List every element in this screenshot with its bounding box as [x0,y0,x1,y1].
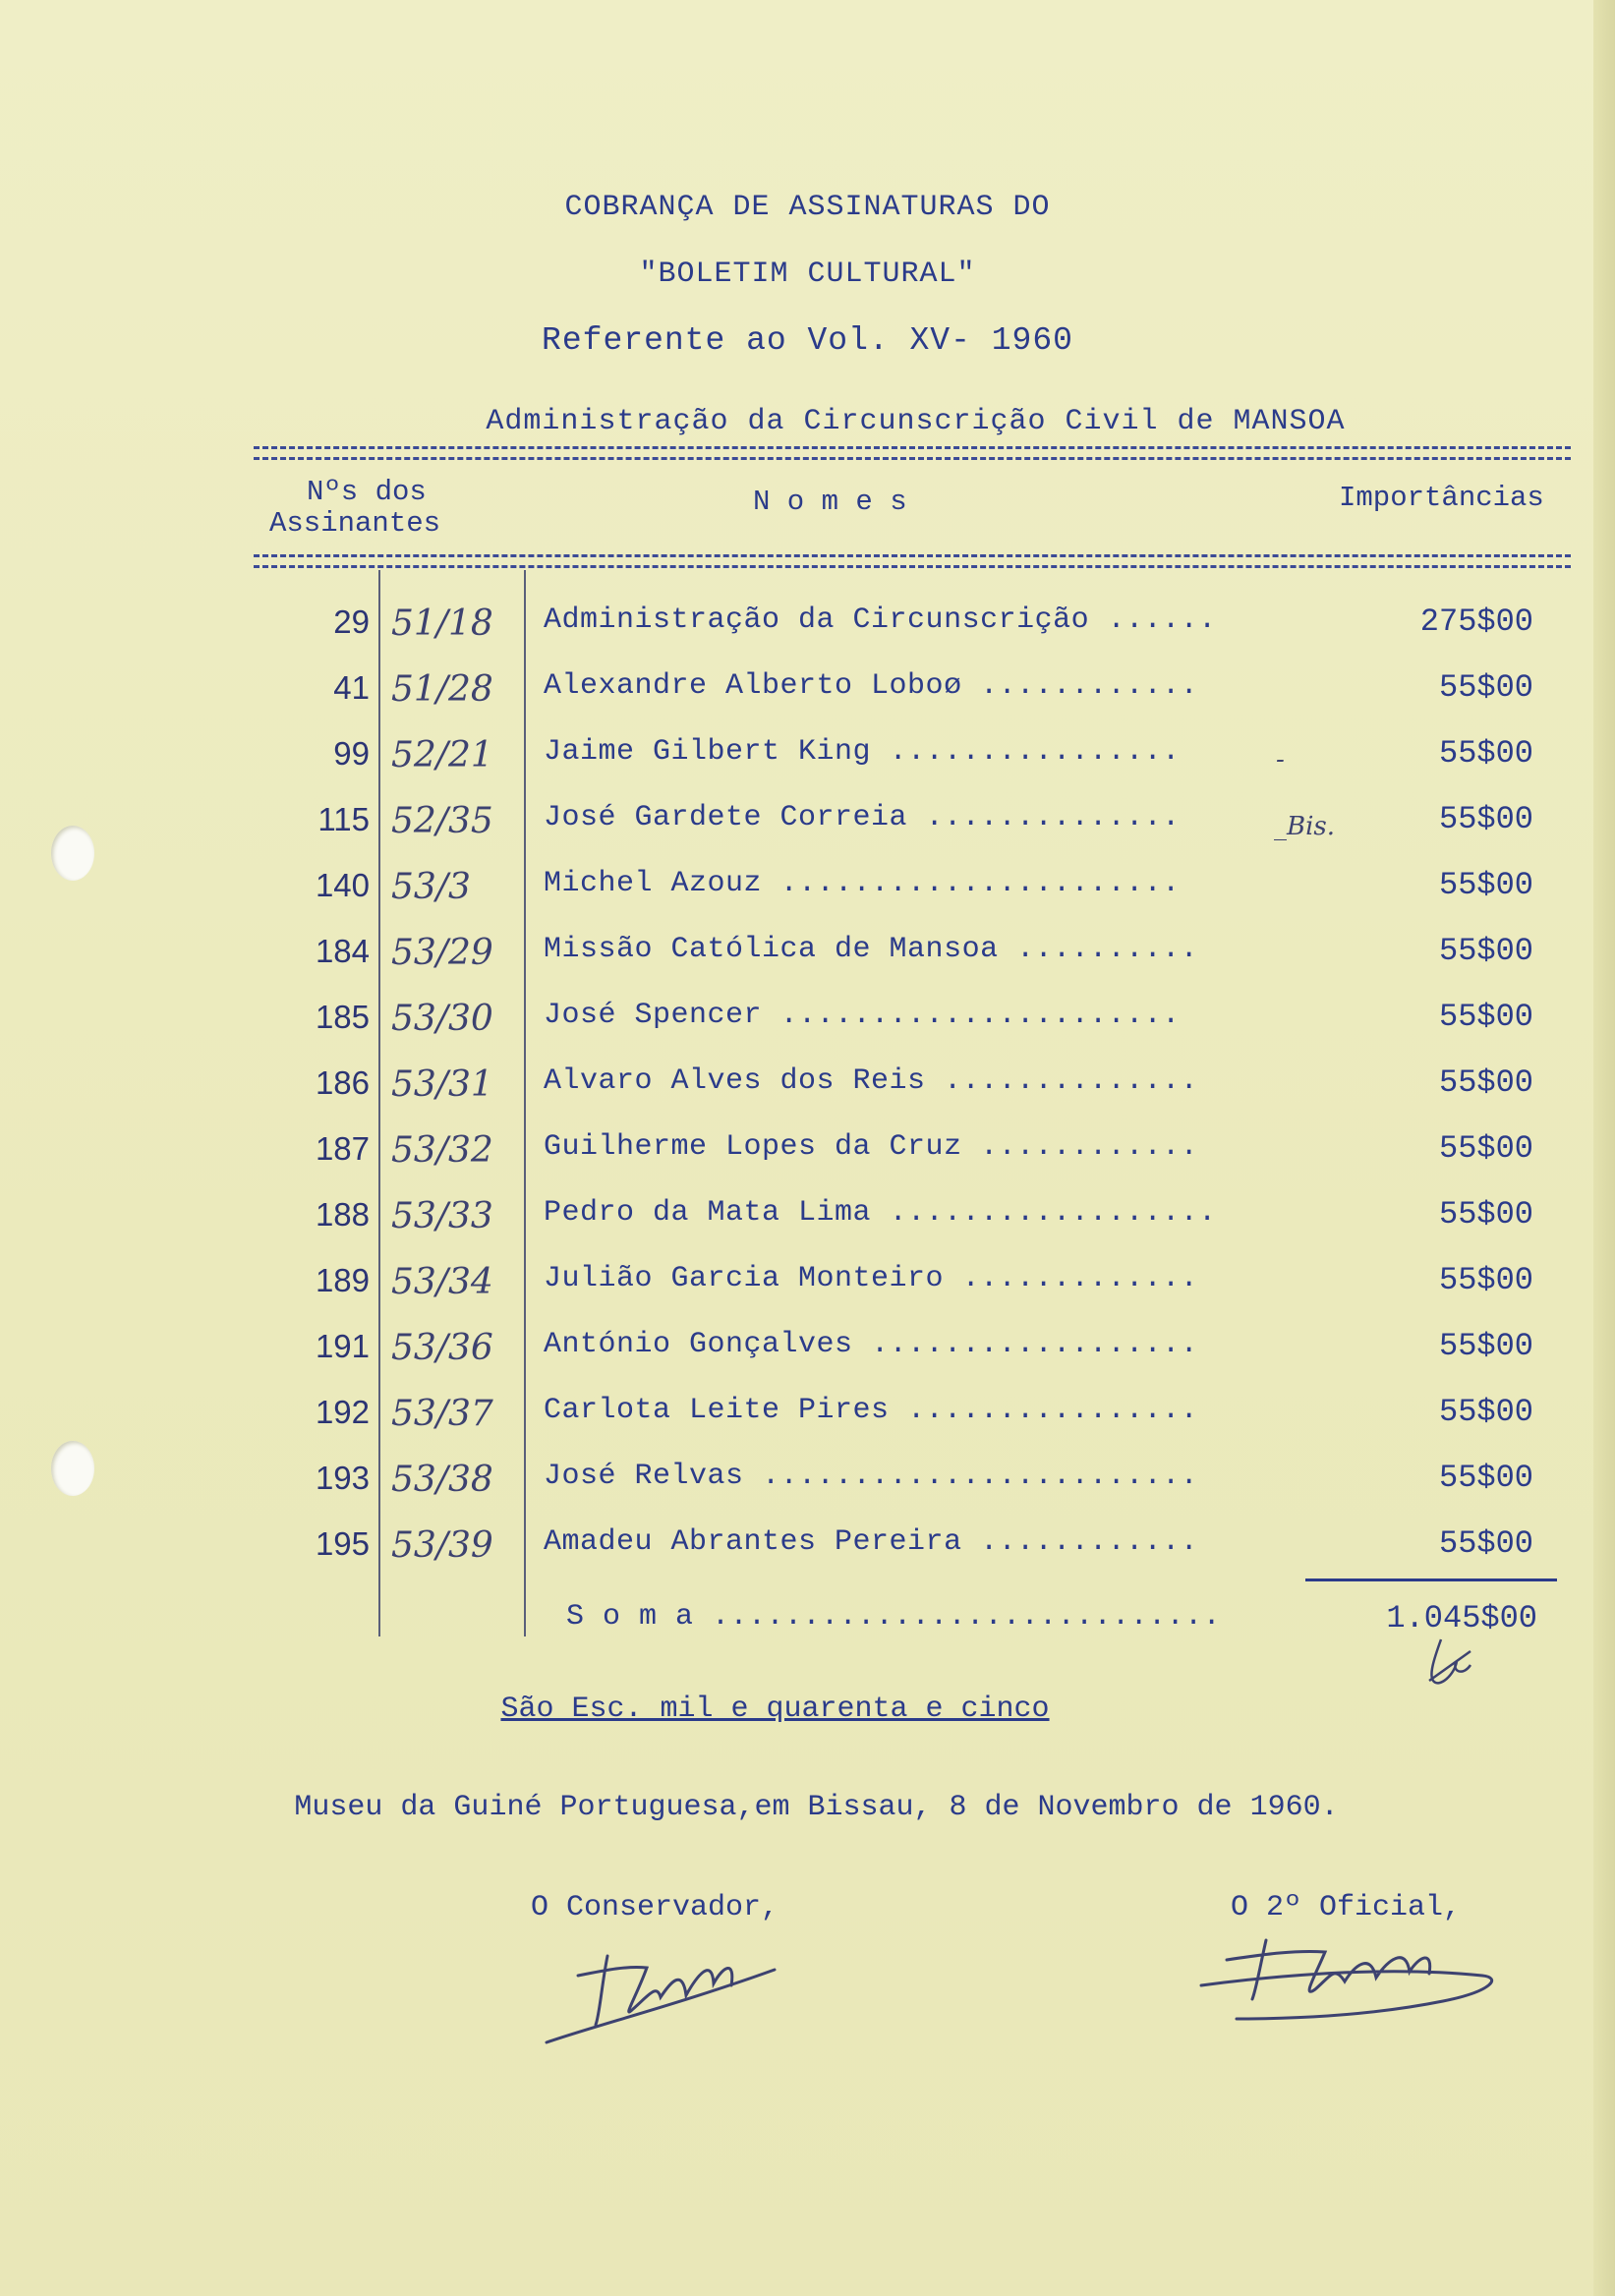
signature-oficial [1187,1917,1522,2035]
total-row [0,1600,1615,1659]
subscriber-name-text: António Gonçalves [544,1328,853,1361]
subscriber-name [544,1460,1198,1493]
subscriber-number: 187 [315,1130,370,1167]
leader-dots: .................. [871,1328,1199,1361]
table-row [0,1394,1615,1453]
amount-in-words [0,1693,1583,1726]
subscriber-amount: 55$00 [1438,1460,1533,1496]
table-row [0,1196,1615,1255]
handwritten-reference: 53/32 [391,1130,493,1171]
subscriber-name-text: José Spencer [544,999,763,1032]
subscriber-name [544,669,1198,703]
subscriber-number: 189 [315,1262,370,1298]
subscriber-name [544,999,1181,1032]
subscriber-name-text: Carlota Leite Pires [544,1394,890,1427]
subscriber-amount: 55$00 [1438,933,1533,969]
column-header-names: N o m e s [753,486,907,518]
subscriber-amount: 55$00 [1438,1262,1533,1298]
handwritten-reference: 52/21 [391,735,493,775]
subscriber-number: 29 [333,603,370,640]
leader-dots: ............. [961,1262,1199,1295]
subscriber-name [544,801,1181,834]
leader-dots: ........................ [762,1460,1199,1493]
subscriber-number: 99 [333,735,370,772]
leader-dots: ............ [980,1525,1199,1559]
subscriber-number: 192 [315,1394,370,1430]
handwritten-reference: 53/38 [391,1460,493,1500]
handwritten-reference: 53/31 [391,1064,493,1105]
subscriber-number: 140 [315,867,370,903]
header-rule-bottom [254,554,1571,568]
total-underline [1305,1578,1557,1581]
subscriber-name-text: Alvaro Alves dos Reis [544,1064,926,1098]
handwritten-reference: 53/34 [391,1262,493,1302]
subscriber-name-text: Julião Garcia Monteiro [544,1262,945,1295]
subscriber-name-text: Administração da Circunscrição [544,603,1090,637]
subscriber-name-text: Michel Azouz [544,867,763,900]
subscriber-name [544,1328,1198,1361]
column-header-num-2: Assinantes [269,507,441,540]
signature-label-left: O Conservador, [531,1891,779,1924]
table-row [0,1262,1615,1321]
table-row [0,669,1615,728]
title-line-4: Administração da Circunscrição Civil de MANSOA [486,405,1346,438]
subscriber-number: 188 [315,1196,370,1233]
subscriber-name-text: Jaime Gilbert King [544,735,872,769]
subscriber-amount: 55$00 [1438,801,1533,837]
leader-dots: ............ [980,669,1199,703]
table-row [0,933,1615,992]
subscriber-amount: 55$00 [1438,735,1533,772]
table-row [0,603,1615,662]
subscriber-name-text: Guilherme Lopes da Cruz [544,1130,962,1164]
subscriber-amount: 55$00 [1438,1196,1533,1233]
column-header-amounts: Importâncias [1339,482,1544,514]
handwritten-reference: 53/30 [391,999,493,1039]
total-amount: 1.045$00 [1386,1600,1537,1636]
table-row [0,1064,1615,1123]
leader-dots: .................. [889,1196,1217,1230]
handwritten-reference: 52/35 [391,801,493,841]
subscriber-name [544,735,1181,769]
subscriber-amount: 55$00 [1438,1064,1533,1101]
subscriber-name [544,933,1198,966]
row-note-bis: _Bis. [1274,812,1336,841]
subscriber-number: 41 [333,669,370,706]
subscriber-name [544,1064,1198,1098]
column-header-num-1: Nºs dos [307,476,427,508]
leader-dots: .............. [944,1064,1199,1098]
leader-dots: ...................... [779,867,1181,900]
leader-dots: ............ [980,1130,1199,1164]
subscriber-name-text: Alexandre Alberto Loboø [544,669,962,703]
subscriber-name-text: Pedro da Mata Lima [544,1196,872,1230]
leader-dots: ................ [889,735,1181,769]
table-row [0,1130,1615,1189]
subscriber-number: 186 [315,1064,370,1101]
subscriber-amount: 275$00 [1419,603,1533,640]
subscriber-amount: 55$00 [1438,669,1533,706]
title-line-3: Referente ao Vol. XV- 1960 [542,322,1073,359]
subscriber-name [544,1262,1198,1295]
table-row [0,867,1615,926]
table-row [0,801,1615,860]
table-row [0,999,1615,1058]
subscriber-name [544,1196,1217,1230]
leader-dots: ................ [907,1394,1199,1427]
subscriber-name-text: José Gardete Correia [544,801,908,834]
total-initials [1412,1632,1490,1691]
subscriber-number: 115 [317,801,370,837]
table-row [0,1525,1615,1584]
subscriber-amount: 55$00 [1438,1130,1533,1167]
handwritten-reference: 53/36 [391,1328,493,1368]
subscriber-number: 185 [315,999,370,1035]
table-row [0,735,1615,794]
handwritten-reference: 51/18 [391,603,493,644]
signature-label-right: O 2º Oficial, [1231,1891,1462,1924]
leader-dots: ...... [1107,603,1217,637]
table-row [0,1328,1615,1387]
place-and-date: Museu da Guiné Portuguesa,em Bissau, 8 de Novembro de 1960. [294,1791,1339,1824]
subscriber-name-text: Amadeu Abrantes Pereira [544,1525,962,1559]
handwritten-reference: 53/39 [391,1525,493,1566]
subscriber-number: 184 [315,933,370,969]
handwritten-reference: 53/3 [391,867,471,907]
title-line-2: "BOLETIM CULTURAL" [639,258,976,291]
subscriber-number: 195 [315,1525,370,1562]
leader-dots: .............. [925,801,1181,834]
total-label [566,1600,1221,1634]
row-note-dash: - [1276,745,1285,775]
subscriber-amount: 55$00 [1438,999,1533,1035]
subscriber-name-text: José Relvas [544,1460,744,1493]
leader-dots: .......... [1016,933,1199,966]
handwritten-reference: 53/29 [391,933,493,973]
leader-dots: ...................... [779,999,1181,1032]
header-rule-top [254,446,1571,460]
subscriber-name [544,1394,1198,1427]
subscriber-name [544,603,1217,637]
handwritten-reference: 53/33 [391,1196,493,1236]
subscriber-name [544,1525,1198,1559]
handwritten-reference: 53/37 [391,1394,493,1434]
signature-conservador [539,1926,794,2054]
subscriber-amount: 55$00 [1438,867,1533,903]
handwritten-reference: 51/28 [391,669,493,710]
total-dots: ............................ [712,1600,1222,1634]
subscriber-amount: 55$00 [1438,1328,1533,1364]
subscriber-number: 193 [315,1460,370,1496]
subscriber-name [544,1130,1198,1164]
subscriber-amount: 55$00 [1438,1394,1533,1430]
title-line-1: COBRANÇA DE ASSINATURAS DO [564,191,1051,224]
subscriber-name-text: Missão Católica de Mansoa [544,933,999,966]
subscriber-number: 191 [315,1328,370,1364]
subscriber-name [544,867,1181,900]
total-label-text: S o m a [566,1600,694,1634]
amount-in-words-text: São Esc. mil e quarenta e cinco [500,1693,1050,1726]
table-row [0,1460,1615,1519]
subscriber-amount: 55$00 [1438,1525,1533,1562]
